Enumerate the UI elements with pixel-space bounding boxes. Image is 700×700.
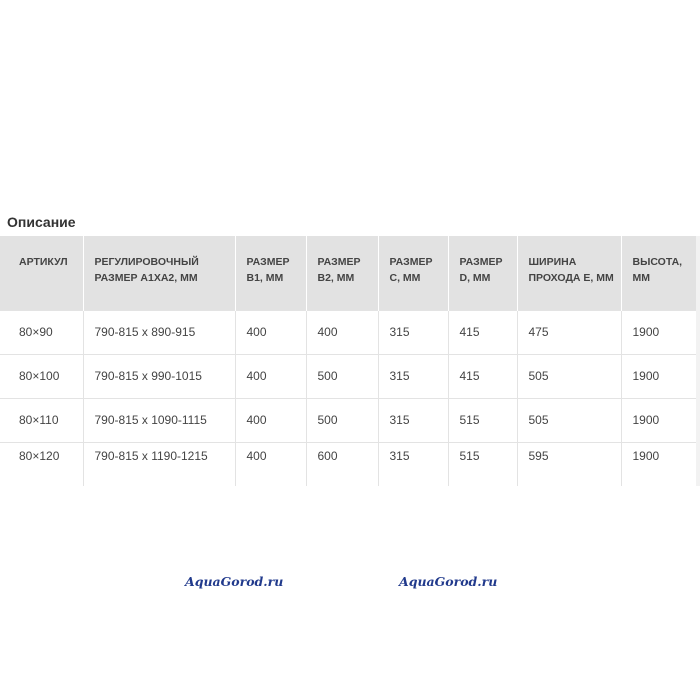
- cell-article: 80×90: [0, 310, 83, 354]
- cell-size-c: 315: [378, 310, 448, 354]
- table-row: [0, 354, 696, 398]
- specs-table: [0, 236, 696, 486]
- cell-size-d: 515: [448, 398, 517, 442]
- cell-height: 1900: [621, 354, 696, 398]
- watermark-right: AquaGorod.ru: [399, 574, 498, 589]
- cell-height: 1900: [621, 398, 696, 442]
- table-header-row: [0, 236, 696, 310]
- header-passage-width: ШИРИНА ПРОХОДА Е, ММ: [517, 236, 621, 310]
- cell-passage-width: 505: [517, 354, 621, 398]
- header-size-b2: РАЗМЕР B2, ММ: [306, 236, 378, 310]
- cell-size-d: 415: [448, 354, 517, 398]
- cell-size-b2: 500: [306, 354, 378, 398]
- cell-size-d: 415: [448, 310, 517, 354]
- cell-passage-width: 505: [517, 398, 621, 442]
- cell-size-c: 315: [378, 354, 448, 398]
- cell-size-b2: 500: [306, 398, 378, 442]
- cell-size-c: 315: [378, 398, 448, 442]
- watermark-left: AquaGorod.ru: [185, 574, 284, 589]
- header-height: ВЫСОТА, ММ: [621, 236, 696, 310]
- cell-size-b1: 400: [235, 398, 306, 442]
- header-size-c: РАЗМЕР C, ММ: [378, 236, 448, 310]
- cell-adjust-size: 790-815 х 1090-1115: [83, 398, 235, 442]
- header-size-b1: РАЗМЕР B1, ММ: [235, 236, 306, 310]
- cell-height: 1900: [621, 310, 696, 354]
- header-size-d: РАЗМЕР D, ММ: [448, 236, 517, 310]
- cell-adjust-size: 790-815 х 990-1015: [83, 354, 235, 398]
- cell-passage-width: 595: [517, 442, 621, 486]
- cell-adjust-size: 790-815 х 890-915: [83, 310, 235, 354]
- table-row: [0, 310, 696, 354]
- cell-passage-width: 475: [517, 310, 621, 354]
- cell-size-c: 315: [378, 442, 448, 486]
- header-article: АРТИКУЛ: [0, 236, 83, 310]
- cell-size-b2: 400: [306, 310, 378, 354]
- cell-size-b1: 400: [235, 442, 306, 486]
- cell-size-d: 515: [448, 442, 517, 486]
- table-row: [0, 398, 696, 442]
- cell-size-b1: 400: [235, 354, 306, 398]
- cell-size-b1: 400: [235, 310, 306, 354]
- cell-article: 80×120: [0, 442, 83, 486]
- specs-table-panel: [0, 236, 700, 486]
- cell-size-b2: 600: [306, 442, 378, 486]
- section-title: Описание: [7, 214, 76, 230]
- cell-article: 80×110: [0, 398, 83, 442]
- cell-height: 1900: [621, 442, 696, 486]
- header-adjust-size: РЕГУЛИРОВОЧНЫЙ РАЗМЕР А1ХА2, ММ: [83, 236, 235, 310]
- table-row: [0, 442, 696, 486]
- cell-article: 80×100: [0, 354, 83, 398]
- cell-adjust-size: 790-815 х 1190-1215: [83, 442, 235, 486]
